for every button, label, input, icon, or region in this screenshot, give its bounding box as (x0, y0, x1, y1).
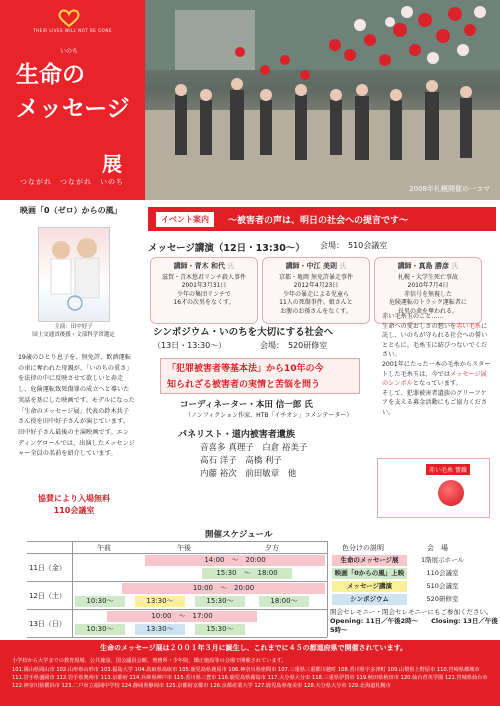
panelists-title: パネリスト・道内被害者遺族 (178, 430, 295, 440)
speaker-card (150, 257, 258, 324)
event-photo (145, 0, 500, 200)
schedule-bar-lecture: 13:30～ (135, 596, 185, 607)
film-credits: 主演：田中好子 国土交通省後援・文部科学省選定 (32, 324, 115, 338)
venue-lecture: 510会議室 (426, 582, 459, 590)
legend-header: 色分けの説明 (342, 544, 384, 552)
speaker-name: 講師・青木 和代 氏 (173, 262, 235, 270)
venue-exhibition: 1階展示ホール (420, 556, 464, 564)
panelists-list (200, 442, 340, 481)
schedule-bar-exhibition: 10:00 ～ 17:00 (107, 611, 257, 622)
footer-headline: 生命のメッセージ展は２００１年３月に誕生し、これまでに４５の都道府県で開催されています。 (100, 644, 408, 652)
venue-film: 110会議室 (426, 569, 459, 577)
footer-subline: 小学校から大学までの教育現場、公共施設、国会議員会館、刑務所・少年院、矯正施設等の会場で開催されています。 (12, 658, 287, 664)
schedule-bar-exhibition: 14:00 ～ 20:00 (145, 555, 325, 566)
poster-illustration (39, 228, 111, 323)
ceremony-info (330, 608, 500, 635)
coordinator: コーディネーター・本田 信一郎 氏 (180, 400, 313, 410)
speaker-name: 講師・真島 勝彦 氏 (397, 262, 459, 270)
speaker-bio: 札幌・大学生死亡事故 2010年7月4日 赤信号を無視した 危険運転のトラック運転者に 長男の命を奪われる。 (389, 273, 467, 315)
photo-caption: 2008年札幌開催の一コマ (409, 185, 490, 193)
symposium-title: シンポジウム・いのちを大切にする社会へ (153, 327, 334, 338)
col-pm: 午後 (177, 544, 191, 552)
speaker-bio: 滋賀・青木悠君リンチ殺人事件 2001年3月31日 少年の集団リンチで 16才の次男をなくす。 (161, 273, 246, 307)
col-evening: 夕方 (265, 544, 279, 552)
balloon-crowd-illustration (145, 0, 500, 200)
lecture-title: メッセージ講演（12日・13:30～） (148, 243, 305, 254)
org-line: THEIR LIVES WILL NOT BE GONE (33, 28, 112, 33)
ceremony-line: Opening: 11日／午後2時～ Closing: 13日／午後5時～ (330, 617, 498, 634)
lecture-venue: 会場： 510会議室 (320, 241, 388, 250)
schedule-bar-exhibition: 10:00 ～ 20:00 (122, 583, 325, 594)
day-label: 11日（金） (29, 564, 66, 572)
schedule-bar-film: 15:30～ (195, 624, 245, 635)
title-ruby: いのち (60, 48, 79, 55)
schedule-bar-film: 10:30～ (75, 596, 125, 607)
symposium-theme-box (160, 358, 360, 394)
yarn-ball-icon (438, 480, 464, 506)
book-title: 赤い毛糸 薔薇 (426, 464, 470, 475)
speaker-bio: 京都・亀岡 無免許暴走事件 2012年4月23日 少年の暴走による児童ら 11人の死傷事件。娘さんと お腹のお孫さんをなくす。 (279, 273, 353, 315)
coordinator-profile: （ノンフィクション作家、HTB「イチオシ」コメンテーター） (185, 412, 353, 419)
schedule-bar-symposium: 13:30～ (135, 624, 185, 635)
tagline: つながれ つながれ いのち (20, 178, 124, 186)
footer-venue-list: 101.岡山県岡山市 102.山形県山形市 103.福島大学 104.鳥取県鳥取市 105.鹿児島県鹿屋市 106.神奈川県座間市 107.三重県三重郡川越町 108.香川県宇多津町 109.山梨県上野原市 110.宮崎県都城市 111.岩手県盛岡市 112.岩手県奥州市 113.京都府 114.兵庫県神戸市 115.香川県三豊市 116.鹿児島県霧島市 117.大分県大分市 118.三重県伊賀市 119.秋田県秋田市 120.仙台育英学園 121.宮城県仙台市 122.神奈川県横浜市 123.二戸市立福岡中学校 124.静岡県静岡市 125.京都府京都市 126.京都産業大学 127.鹿児島県奄美市 128.大分県大分市 129.北海道札幌市 (12, 667, 488, 689)
film-title: 映画「0（ゼロ）からの風」 (20, 206, 122, 215)
schedule-bar-film: 18:00～ (259, 596, 309, 607)
col-am: 午前 (97, 544, 111, 552)
panelist-row: 音喜多 真理子 白倉 裕美子 (200, 443, 308, 453)
heart-logo-icon (58, 8, 80, 28)
day-label: 12日（土） (29, 592, 66, 600)
film-description: 19歳のひとり息子を、無免許、飲酒運転の車に奪われた母親が、「いのちの重さ」を法律の中に反映させて欲しいと奔走し、危険運転致死傷罪の成立へと導いた実話を基にした映画です。モデルになった「生命のメッセージ展」代表の鈴木共子さん役を田中好子さんが演じています。田中好子さん最後の主演映画です。エンディングロールでは、出演したメッセンジャー全員の名前を紹介しています。 (18, 354, 135, 458)
symposium-theme-line: 知られざる被害者の実情と苦悩を問う (167, 380, 321, 390)
schedule-bar-film: 15:30～ (195, 596, 245, 607)
panelist-row: 高石 洋子 高橋 利子 (200, 456, 282, 466)
legend-lecture: メッセージ講演 (332, 581, 407, 592)
event-headline: ～被害者の声は、明日の社会への提言です～ (228, 215, 409, 226)
schedule-bar-film: 15:30 ～ 18:00 (202, 568, 292, 579)
page-title (16, 58, 141, 126)
symposium-date: （13日・13:30～） (153, 341, 227, 350)
red-yarn-story: 赤い毛糸玉のこと…… 生命への愛おしさの想いを赤い毛糸に託し、いのちが守られる社会への誓いとともに、毛糸玉に結びつないでください。 2001年にたった一本の毛糸からスタートした毛糸玉は、今ではメッセージ展のシンボルとなっています。 そして、犯罪被害者遺族のグリーフケアを支える募金活動にもご協力ください。 (382, 313, 491, 416)
speaker-card (262, 257, 370, 324)
event-tab: イベント案内 (156, 212, 214, 227)
symposium-theme-line: 「犯罪被害者等基本法」から10年の今 (167, 364, 324, 374)
panelist-row: 内藤 裕次 前田敏章 他 (200, 469, 297, 479)
day-label: 13日（日） (29, 620, 66, 628)
free-entry-notice: 協賛により入場無料 110会議室 (38, 494, 110, 515)
ceremony-line: 開会セレモニー・閉会セレモニーにもご参加ください。 (330, 608, 493, 616)
schedule-bar-film: 10:30～ (75, 624, 125, 635)
speaker-name: 講師・中江 美則 氏 (285, 262, 347, 270)
schedule-title: 開催スケジュール (205, 530, 273, 540)
title-line-1: 生命の (16, 61, 85, 88)
title-suffix: 展 (102, 152, 122, 176)
legend-symposium: シンポジウム (332, 594, 407, 605)
symposium-venue: 会場： 520研修室 (260, 341, 328, 350)
event-banner (148, 207, 496, 231)
venue-symposium: 520研修室 (426, 595, 459, 603)
legend-film: 映画「0からの風」上映 (332, 568, 407, 579)
venue-header: 会 場 (427, 544, 448, 552)
film-poster-image (38, 227, 110, 322)
legend-exhibition: 生命のメッセージ展 (332, 555, 407, 566)
title-line-2: メッセージ (16, 95, 130, 122)
